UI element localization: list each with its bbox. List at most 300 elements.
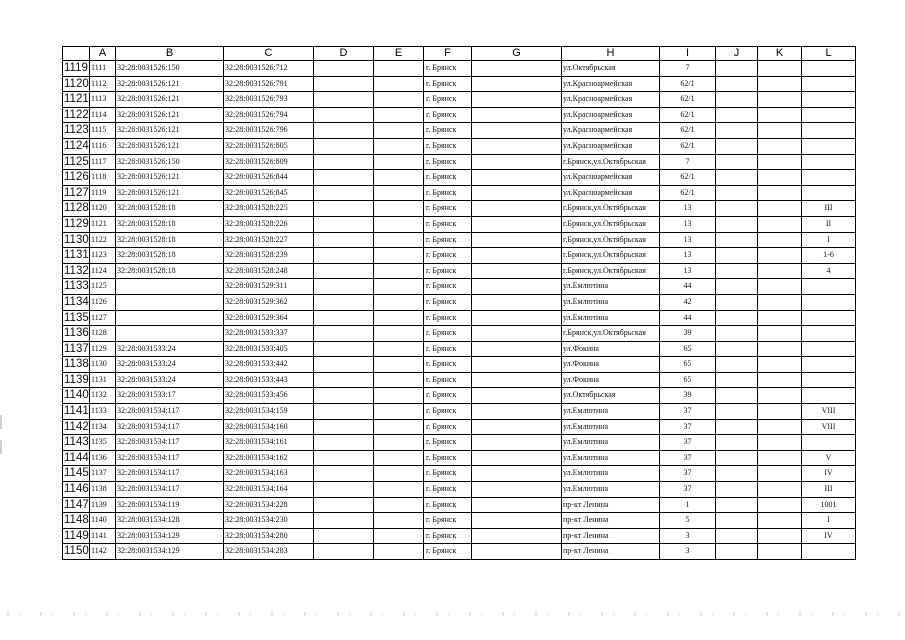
cell-g[interactable] <box>472 107 562 123</box>
cell-f[interactable]: г. Брянск <box>424 466 472 482</box>
cell-f[interactable]: г. Брянск <box>424 61 472 77</box>
cell-a[interactable]: 1111 <box>90 61 116 77</box>
cell-b[interactable]: 32:28:0031533:24 <box>116 372 224 388</box>
cell-i[interactable]: 5 <box>660 513 716 529</box>
cell-k[interactable] <box>758 216 802 232</box>
cell-d[interactable] <box>314 310 374 326</box>
cell-g[interactable] <box>472 341 562 357</box>
cell-b[interactable]: 32:28:0031534:119 <box>116 497 224 513</box>
cell-j[interactable] <box>716 294 758 310</box>
cell-l[interactable]: VIII <box>802 419 856 435</box>
cell-e[interactable] <box>374 201 424 217</box>
column-header-h[interactable]: H <box>562 47 660 61</box>
cell-j[interactable] <box>716 357 758 373</box>
cell-j[interactable] <box>716 248 758 264</box>
cell-f[interactable]: г. Брянск <box>424 123 472 139</box>
cell-c[interactable]: 32:28:0031526:844 <box>224 170 314 186</box>
cell-l[interactable] <box>802 326 856 342</box>
cell-b[interactable]: 32:28:0031528:18 <box>116 201 224 217</box>
cell-f[interactable]: г. Брянск <box>424 497 472 513</box>
cell-a[interactable]: 1119 <box>90 185 116 201</box>
row-number[interactable]: 1130 <box>63 232 90 248</box>
cell-i[interactable]: 62/1 <box>660 138 716 154</box>
cell-k[interactable] <box>758 279 802 295</box>
cell-e[interactable] <box>374 466 424 482</box>
cell-a[interactable]: 1132 <box>90 388 116 404</box>
column-header-l[interactable]: L <box>802 47 856 61</box>
cell-i[interactable]: 65 <box>660 341 716 357</box>
cell-c[interactable]: 32:28:0031528:226 <box>224 216 314 232</box>
row-number[interactable]: 1131 <box>63 248 90 264</box>
cell-a[interactable]: 1128 <box>90 326 116 342</box>
cell-k[interactable] <box>758 544 802 560</box>
cell-a[interactable]: 1114 <box>90 107 116 123</box>
cell-f[interactable]: г. Брянск <box>424 513 472 529</box>
cell-f[interactable]: г. Брянск <box>424 76 472 92</box>
cell-b[interactable]: 32:28:0031534:117 <box>116 419 224 435</box>
cell-a[interactable]: 1125 <box>90 279 116 295</box>
cell-i[interactable]: 3 <box>660 544 716 560</box>
cell-d[interactable] <box>314 528 374 544</box>
cell-k[interactable] <box>758 185 802 201</box>
cell-c[interactable]: 32:28:0031528:248 <box>224 263 314 279</box>
cell-g[interactable] <box>472 388 562 404</box>
cell-b[interactable]: 32:28:0031526:121 <box>116 107 224 123</box>
row-number[interactable]: 1144 <box>63 450 90 466</box>
cell-d[interactable] <box>314 294 374 310</box>
cell-a[interactable]: 1136 <box>90 450 116 466</box>
cell-g[interactable] <box>472 279 562 295</box>
cell-c[interactable]: 32:28:0031534:159 <box>224 404 314 420</box>
cell-k[interactable] <box>758 419 802 435</box>
cell-a[interactable]: 1130 <box>90 357 116 373</box>
cell-k[interactable] <box>758 248 802 264</box>
cell-i[interactable]: 39 <box>660 388 716 404</box>
row-number[interactable]: 1133 <box>63 279 90 295</box>
cell-g[interactable] <box>472 544 562 560</box>
cell-j[interactable] <box>716 388 758 404</box>
cell-i[interactable]: 65 <box>660 357 716 373</box>
cell-k[interactable] <box>758 341 802 357</box>
cell-d[interactable] <box>314 513 374 529</box>
cell-f[interactable]: г. Брянск <box>424 201 472 217</box>
column-header-a[interactable]: A <box>90 47 116 61</box>
cell-e[interactable] <box>374 123 424 139</box>
cell-a[interactable]: 1135 <box>90 435 116 451</box>
cell-e[interactable] <box>374 326 424 342</box>
cell-k[interactable] <box>758 404 802 420</box>
cell-h[interactable]: ул.Емлютина <box>562 482 660 498</box>
cell-a[interactable]: 1117 <box>90 154 116 170</box>
cell-d[interactable] <box>314 372 374 388</box>
cell-d[interactable] <box>314 419 374 435</box>
cell-f[interactable]: г. Брянск <box>424 138 472 154</box>
cell-k[interactable] <box>758 450 802 466</box>
cell-k[interactable] <box>758 138 802 154</box>
column-header-b[interactable]: B <box>116 47 224 61</box>
cell-g[interactable] <box>472 482 562 498</box>
cell-k[interactable] <box>758 482 802 498</box>
row-number[interactable]: 1123 <box>63 123 90 139</box>
column-header-k[interactable]: K <box>758 47 802 61</box>
cell-h[interactable]: ул.Красноармейская <box>562 107 660 123</box>
cell-i[interactable]: 7 <box>660 154 716 170</box>
cell-b[interactable]: 32:28:0031534:117 <box>116 466 224 482</box>
cell-g[interactable] <box>472 404 562 420</box>
cell-g[interactable] <box>472 357 562 373</box>
cell-b[interactable]: 32:28:0031534:117 <box>116 435 224 451</box>
cell-i[interactable]: 3 <box>660 528 716 544</box>
cell-g[interactable] <box>472 466 562 482</box>
cell-e[interactable] <box>374 107 424 123</box>
cell-d[interactable] <box>314 76 374 92</box>
cell-k[interactable] <box>758 372 802 388</box>
cell-f[interactable]: г. Брянск <box>424 232 472 248</box>
cell-e[interactable] <box>374 528 424 544</box>
cell-d[interactable] <box>314 466 374 482</box>
cell-l[interactable]: IV <box>802 528 856 544</box>
cell-k[interactable] <box>758 123 802 139</box>
cell-e[interactable] <box>374 419 424 435</box>
cell-l[interactable] <box>802 170 856 186</box>
cell-j[interactable] <box>716 341 758 357</box>
cell-g[interactable] <box>472 294 562 310</box>
cell-l[interactable] <box>802 341 856 357</box>
cell-l[interactable]: 1-6 <box>802 248 856 264</box>
cell-d[interactable] <box>314 92 374 108</box>
cell-b[interactable]: 32:28:0031534:128 <box>116 513 224 529</box>
cell-l[interactable] <box>802 310 856 326</box>
cell-k[interactable] <box>758 201 802 217</box>
cell-d[interactable] <box>314 388 374 404</box>
cell-a[interactable]: 1118 <box>90 170 116 186</box>
cell-a[interactable]: 1134 <box>90 419 116 435</box>
cell-a[interactable]: 1138 <box>90 482 116 498</box>
cell-b[interactable]: 32:28:0031526:150 <box>116 154 224 170</box>
cell-e[interactable] <box>374 185 424 201</box>
cell-c[interactable]: 32:28:0031526:712 <box>224 61 314 77</box>
cell-c[interactable]: 32:28:0031534:162 <box>224 450 314 466</box>
cell-e[interactable] <box>374 154 424 170</box>
cell-l[interactable] <box>802 388 856 404</box>
row-number[interactable]: 1126 <box>63 170 90 186</box>
cell-h[interactable]: ул.Красноармейская <box>562 76 660 92</box>
cell-j[interactable] <box>716 419 758 435</box>
cell-k[interactable] <box>758 61 802 77</box>
row-number[interactable]: 1147 <box>63 497 90 513</box>
cell-f[interactable]: г. Брянск <box>424 248 472 264</box>
cell-a[interactable]: 1127 <box>90 310 116 326</box>
cell-b[interactable] <box>116 294 224 310</box>
cell-j[interactable] <box>716 170 758 186</box>
cell-k[interactable] <box>758 92 802 108</box>
cell-l[interactable] <box>802 154 856 170</box>
cell-h[interactable]: ул.Емлютина <box>562 294 660 310</box>
row-number[interactable]: 1149 <box>63 528 90 544</box>
cell-c[interactable]: 32:28:0031533:442 <box>224 357 314 373</box>
column-header-d[interactable]: D <box>314 47 374 61</box>
cell-f[interactable]: г. Брянск <box>424 294 472 310</box>
cell-l[interactable] <box>802 138 856 154</box>
cell-b[interactable]: 32:28:0031533:24 <box>116 357 224 373</box>
cell-f[interactable]: г. Брянск <box>424 450 472 466</box>
cell-h[interactable]: г.Брянск,ул.Октябрьская <box>562 263 660 279</box>
cell-c[interactable]: 32:28:0031526:791 <box>224 76 314 92</box>
cell-e[interactable] <box>374 357 424 373</box>
row-number[interactable]: 1148 <box>63 513 90 529</box>
cell-h[interactable]: ул.Емлютина <box>562 279 660 295</box>
cell-g[interactable] <box>472 138 562 154</box>
cell-k[interactable] <box>758 232 802 248</box>
cell-b[interactable]: 32:28:0031526:121 <box>116 76 224 92</box>
cell-k[interactable] <box>758 497 802 513</box>
cell-a[interactable]: 1112 <box>90 76 116 92</box>
cell-i[interactable]: 7 <box>660 61 716 77</box>
cell-d[interactable] <box>314 357 374 373</box>
cell-l[interactable] <box>802 92 856 108</box>
cell-a[interactable]: 1142 <box>90 544 116 560</box>
cell-a[interactable]: 1137 <box>90 466 116 482</box>
cell-i[interactable]: 13 <box>660 232 716 248</box>
cell-f[interactable]: г. Брянск <box>424 326 472 342</box>
cell-d[interactable] <box>314 341 374 357</box>
cell-c[interactable]: 32:28:0031533:443 <box>224 372 314 388</box>
cell-c[interactable]: 32:28:0031526:793 <box>224 92 314 108</box>
row-number[interactable]: 1136 <box>63 326 90 342</box>
cell-c[interactable]: 32:28:0031528:239 <box>224 248 314 264</box>
cell-e[interactable] <box>374 372 424 388</box>
cell-k[interactable] <box>758 435 802 451</box>
cell-b[interactable]: 32:28:0031526:121 <box>116 185 224 201</box>
column-header-e[interactable]: E <box>374 47 424 61</box>
cell-e[interactable] <box>374 232 424 248</box>
cell-l[interactable] <box>802 294 856 310</box>
cell-l[interactable]: 4 <box>802 263 856 279</box>
row-number[interactable]: 1150 <box>63 544 90 560</box>
cell-b[interactable]: 32:28:0031534:129 <box>116 528 224 544</box>
cell-c[interactable]: 32:28:0031534:164 <box>224 482 314 498</box>
cell-c[interactable]: 32:28:0031533:456 <box>224 388 314 404</box>
cell-g[interactable] <box>472 76 562 92</box>
cell-i[interactable]: 62/1 <box>660 170 716 186</box>
cell-j[interactable] <box>716 154 758 170</box>
cell-e[interactable] <box>374 263 424 279</box>
row-number[interactable]: 1137 <box>63 341 90 357</box>
cell-l[interactable] <box>802 76 856 92</box>
cell-g[interactable] <box>472 201 562 217</box>
cell-c[interactable]: 32:28:0031528:225 <box>224 201 314 217</box>
cell-k[interactable] <box>758 294 802 310</box>
cell-d[interactable] <box>314 185 374 201</box>
cell-g[interactable] <box>472 123 562 139</box>
cell-g[interactable] <box>472 61 562 77</box>
cell-k[interactable] <box>758 107 802 123</box>
cell-i[interactable]: 13 <box>660 263 716 279</box>
cell-f[interactable]: г. Брянск <box>424 170 472 186</box>
cell-d[interactable] <box>314 482 374 498</box>
cell-a[interactable]: 1120 <box>90 201 116 217</box>
cell-h[interactable]: ул.Фокина <box>562 341 660 357</box>
cell-l[interactable]: III <box>802 482 856 498</box>
row-number[interactable]: 1141 <box>63 404 90 420</box>
cell-b[interactable] <box>116 310 224 326</box>
cell-i[interactable]: 13 <box>660 216 716 232</box>
cell-j[interactable] <box>716 310 758 326</box>
cell-h[interactable]: ул.Красноармейская <box>562 123 660 139</box>
cell-a[interactable]: 1133 <box>90 404 116 420</box>
cell-h[interactable]: г.Брянск,ул.Октябрьская <box>562 216 660 232</box>
cell-c[interactable]: 32:28:0031534:283 <box>224 544 314 560</box>
cell-c[interactable]: 32:28:0031534:160 <box>224 419 314 435</box>
cell-e[interactable] <box>374 497 424 513</box>
row-number[interactable]: 1143 <box>63 435 90 451</box>
cell-f[interactable]: г. Брянск <box>424 263 472 279</box>
cell-b[interactable]: 32:28:0031528:18 <box>116 216 224 232</box>
cell-l[interactable] <box>802 544 856 560</box>
cell-j[interactable] <box>716 404 758 420</box>
cell-h[interactable]: ул.Фокина <box>562 357 660 373</box>
cell-i[interactable]: 37 <box>660 404 716 420</box>
cell-e[interactable] <box>374 404 424 420</box>
cell-f[interactable]: г. Брянск <box>424 357 472 373</box>
cell-j[interactable] <box>716 513 758 529</box>
cell-g[interactable] <box>472 154 562 170</box>
cell-f[interactable]: г. Брянск <box>424 482 472 498</box>
cell-a[interactable]: 1139 <box>90 497 116 513</box>
cell-b[interactable]: 32:28:0031526:121 <box>116 170 224 186</box>
corner-cell[interactable] <box>63 47 90 61</box>
row-number[interactable]: 1125 <box>63 154 90 170</box>
cell-b[interactable]: 32:28:0031534:117 <box>116 482 224 498</box>
row-number[interactable]: 1120 <box>63 76 90 92</box>
cell-j[interactable] <box>716 61 758 77</box>
cell-b[interactable] <box>116 279 224 295</box>
cell-a[interactable]: 1122 <box>90 232 116 248</box>
cell-e[interactable] <box>374 310 424 326</box>
cell-g[interactable] <box>472 216 562 232</box>
cell-l[interactable]: V <box>802 450 856 466</box>
cell-h[interactable]: пр-кт Ленина <box>562 513 660 529</box>
cell-c[interactable]: 32:28:0031534:228 <box>224 497 314 513</box>
cell-i[interactable]: 65 <box>660 372 716 388</box>
cell-d[interactable] <box>314 216 374 232</box>
cell-i[interactable]: 37 <box>660 435 716 451</box>
cell-f[interactable]: г. Брянск <box>424 544 472 560</box>
cell-f[interactable]: г. Брянск <box>424 341 472 357</box>
cell-e[interactable] <box>374 92 424 108</box>
cell-l[interactable] <box>802 435 856 451</box>
cell-k[interactable] <box>758 357 802 373</box>
cell-d[interactable] <box>314 497 374 513</box>
cell-k[interactable] <box>758 528 802 544</box>
cell-h[interactable]: г.Брянск,ул.Октябрьская <box>562 201 660 217</box>
cell-b[interactable]: 32:28:0031526:121 <box>116 92 224 108</box>
cell-a[interactable]: 1126 <box>90 294 116 310</box>
cell-k[interactable] <box>758 310 802 326</box>
cell-c[interactable]: 32:28:0031529:311 <box>224 279 314 295</box>
cell-j[interactable] <box>716 76 758 92</box>
column-header-i[interactable]: I <box>660 47 716 61</box>
cell-c[interactable]: 32:28:0031534:230 <box>224 513 314 529</box>
cell-g[interactable] <box>472 497 562 513</box>
row-number[interactable]: 1124 <box>63 138 90 154</box>
cell-i[interactable]: 13 <box>660 201 716 217</box>
cell-i[interactable]: 37 <box>660 419 716 435</box>
cell-l[interactable] <box>802 372 856 388</box>
cell-i[interactable]: 37 <box>660 450 716 466</box>
cell-h[interactable]: пр-кт Ленина <box>562 528 660 544</box>
cell-f[interactable]: г. Брянск <box>424 419 472 435</box>
cell-i[interactable]: 44 <box>660 279 716 295</box>
cell-h[interactable]: ул.Емлютина <box>562 419 660 435</box>
cell-c[interactable]: 32:28:0031533:405 <box>224 341 314 357</box>
cell-e[interactable] <box>374 388 424 404</box>
cell-j[interactable] <box>716 232 758 248</box>
cell-j[interactable] <box>716 138 758 154</box>
cell-b[interactable]: 32:28:0031526:121 <box>116 138 224 154</box>
cell-j[interactable] <box>716 435 758 451</box>
cell-e[interactable] <box>374 61 424 77</box>
cell-f[interactable]: г. Брянск <box>424 92 472 108</box>
cell-j[interactable] <box>716 528 758 544</box>
cell-g[interactable] <box>472 528 562 544</box>
cell-g[interactable] <box>472 248 562 264</box>
cell-d[interactable] <box>314 263 374 279</box>
cell-b[interactable]: 32:28:0031533:24 <box>116 341 224 357</box>
cell-e[interactable] <box>374 435 424 451</box>
cell-d[interactable] <box>314 248 374 264</box>
cell-k[interactable] <box>758 76 802 92</box>
cell-j[interactable] <box>716 544 758 560</box>
cell-h[interactable]: ул.Емлютина <box>562 466 660 482</box>
cell-d[interactable] <box>314 170 374 186</box>
column-header-g[interactable]: G <box>472 47 562 61</box>
cell-c[interactable]: 32:28:0031526:805 <box>224 138 314 154</box>
cell-b[interactable]: 32:28:0031528:18 <box>116 232 224 248</box>
row-number[interactable]: 1146 <box>63 482 90 498</box>
row-number[interactable]: 1121 <box>63 92 90 108</box>
row-number[interactable]: 1139 <box>63 372 90 388</box>
cell-l[interactable]: II <box>802 216 856 232</box>
cell-j[interactable] <box>716 482 758 498</box>
cell-h[interactable]: ул.Емлютина <box>562 435 660 451</box>
cell-g[interactable] <box>472 326 562 342</box>
cell-b[interactable]: 32:28:0031534:117 <box>116 404 224 420</box>
cell-i[interactable]: 62/1 <box>660 123 716 139</box>
cell-k[interactable] <box>758 170 802 186</box>
cell-d[interactable] <box>314 154 374 170</box>
cell-c[interactable]: 32:28:0031529:362 <box>224 294 314 310</box>
cell-l[interactable] <box>802 185 856 201</box>
cell-g[interactable] <box>472 170 562 186</box>
cell-g[interactable] <box>472 372 562 388</box>
cell-b[interactable]: 32:28:0031526:121 <box>116 123 224 139</box>
cell-g[interactable] <box>472 263 562 279</box>
cell-j[interactable] <box>716 185 758 201</box>
cell-j[interactable] <box>716 123 758 139</box>
cell-d[interactable] <box>314 201 374 217</box>
cell-i[interactable]: 62/1 <box>660 107 716 123</box>
cell-i[interactable]: 42 <box>660 294 716 310</box>
cell-i[interactable]: 1 <box>660 497 716 513</box>
cell-l[interactable] <box>802 357 856 373</box>
cell-e[interactable] <box>374 513 424 529</box>
cell-g[interactable] <box>472 435 562 451</box>
cell-b[interactable] <box>116 326 224 342</box>
cell-g[interactable] <box>472 513 562 529</box>
cell-c[interactable]: 32:28:0031534:161 <box>224 435 314 451</box>
cell-k[interactable] <box>758 388 802 404</box>
